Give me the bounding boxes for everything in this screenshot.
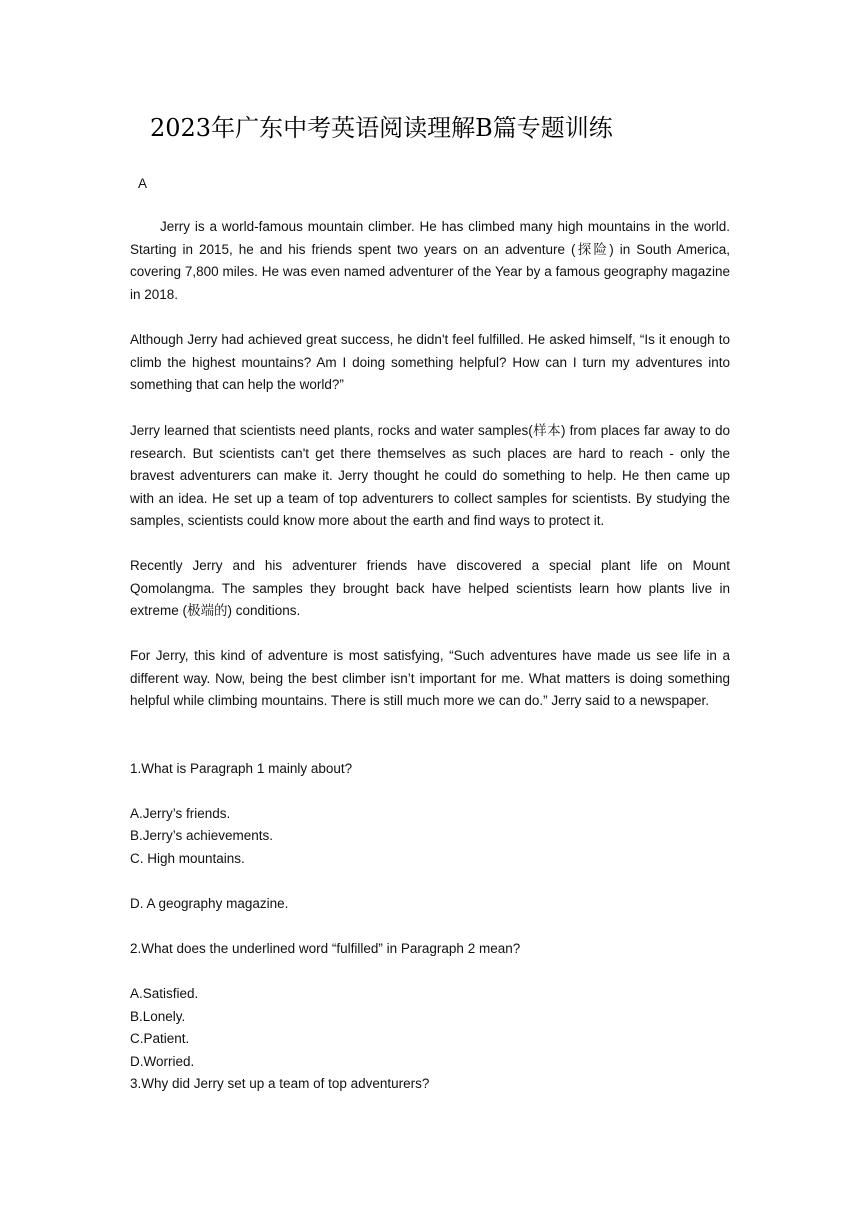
question-3-stem: 3.Why did Jerry set up a team of top adventurers? — [130, 1076, 430, 1091]
question-1-option-c: C. High mountains. — [130, 851, 245, 866]
paragraph-3: Jerry learned that scientists need plants, rocks and water samples(样本) from places far away to do research. But scientists can't get there themselves as such places are hard to reach - only the bravest adventurers can make it. Jerry thought he could do something to help. He then came up with an idea. He set up a team of top adventurers to collect samples for scientists. By studying the samples, scientists could know more about the earth and find ways to protect it. — [130, 423, 730, 528]
question-2-option-d: D.Worried. — [130, 1054, 195, 1069]
question-1-stem: 1.What is Paragraph 1 mainly about? — [130, 761, 353, 776]
question-1-option-b: B.Jerry’s achievements. — [130, 828, 274, 843]
paragraph-5: For Jerry, this kind of adventure is most satisfying, “Such adventures have made us see life in a different way. Now, being the best climber isn’t important for me. What matters is doing something helpful while climbing mountains. There is still much more we can do.” Jerry said to a newspaper. — [130, 648, 730, 708]
question-2-option-b: B.Lonely. — [130, 1009, 186, 1024]
paragraph-1: Jerry is a world-famous mountain climber. He has climbed many high mountains in the world. Starting in 2015, he and his friends spent two years on an adventure (探险) in South America, covering 7,800 miles. He was even named adventurer of the Year by a famous geography magazine in 2018. — [130, 219, 730, 302]
section-label: A — [138, 176, 148, 191]
question-1-option-a: A.Jerry’s friends. — [130, 806, 231, 821]
question-1-option-d: D. A geography magazine. — [130, 896, 289, 911]
question-2-stem: 2.What does the underlined word “fulfilled” in Paragraph 2 mean? — [130, 941, 521, 956]
paragraph-4: Recently Jerry and his adventurer friends have discovered a special plant life on Mount Qomolangma. The samples they brought back have helped scientists learn how plants live in extreme (极端的) conditions. — [130, 558, 730, 618]
page-title: 2023年广东中考英语阅读理解B篇专题训练 — [150, 114, 613, 142]
question-2-option-c: C.Patient. — [130, 1031, 190, 1046]
question-2-option-a: A.Satisfied. — [130, 986, 199, 1001]
paragraph-2: Although Jerry had achieved great success, he didn't feel fulfilled. He asked himself, “Is it enough to climb the highest mountains? Am I doing something helpful? How can I turn my adventures into something that can help the world?” — [130, 332, 730, 392]
